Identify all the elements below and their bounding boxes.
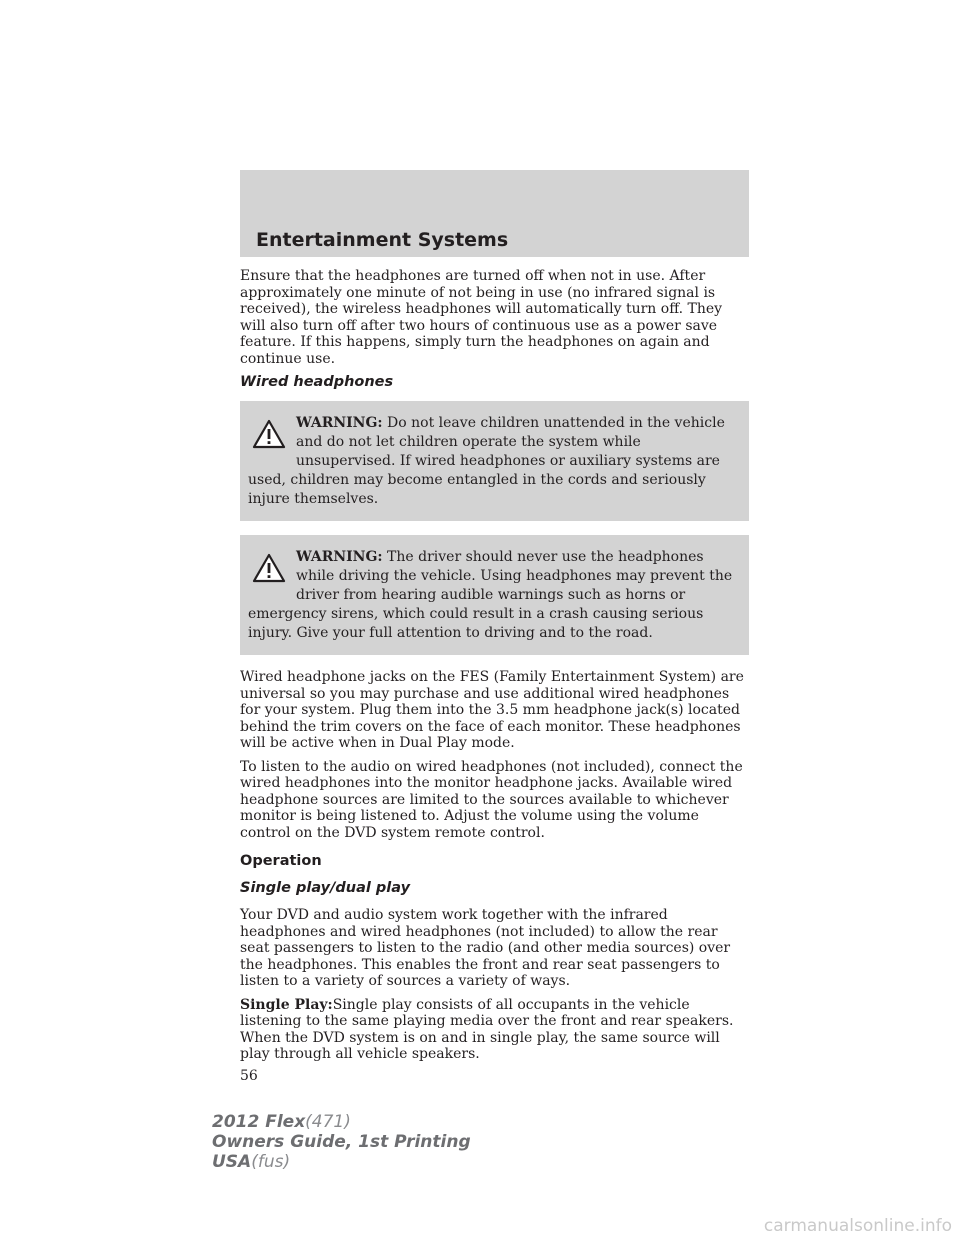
- page-content: [240, 268, 749, 1084]
- warning-label: WARNING:: [296, 415, 383, 431]
- single-dual-play-heading: Single play/dual play: [240, 880, 411, 896]
- footer-model: 2012 Flex: [212, 1112, 306, 1132]
- site-watermark: carmanualsonline.info: [763, 1216, 952, 1236]
- listen-wired-paragraph: To listen to the audio on wired headphones (not included), connect the wired headphones into the monitor headphone jacks. Available wired headphone sources are limited to the sources available to whichever monitor is being listened to. Adjust the volume using the volume control on the DVD system remote control.: [240, 758, 743, 841]
- section-title: Entertainment Systems: [256, 229, 509, 251]
- warning-box-driver: [240, 535, 749, 655]
- footer-region: USA: [212, 1152, 252, 1172]
- footer-region-code: (fus): [251, 1152, 291, 1172]
- warning-triangle-icon: [252, 553, 286, 583]
- headphone-jacks-paragraph: Wired headphone jacks on the FES (Family Entertainment System) are universal so you may purchase and use additional wired headphones for your system. Plug them into the 3.5 mm headphone jack(s) located behind the trim covers on the face of each monitor. These headphones will be active when in Dual Play mode.: [240, 669, 744, 751]
- footer-line-region: [212, 1152, 471, 1172]
- section-header-band: [240, 170, 749, 257]
- warning-label: WARNING:: [296, 549, 383, 565]
- intro-paragraph: Ensure that the headphones are turned off when not in use. After approximately one minute of not being in use (no infrared signal is received), the wireless headphones will automatically turn off. They will also turn off after two hours of continuous use as a power save feature. If this happens, simply turn the headphones on again and continue use.: [240, 268, 723, 367]
- system-paragraph: Your DVD and audio system work together with the infrared headphones and wired headphones (not included) to allow the rear seat passengers to listen to the radio (and other media sources) over the headphones. This enables the front and rear seat passengers to listen to a variety of sources a variety of ways.: [240, 907, 731, 989]
- footer-code: (471): [305, 1112, 351, 1132]
- warning-triangle-icon: [252, 419, 286, 449]
- single-play-label: Single Play:: [240, 996, 333, 1013]
- warning-text: The driver should never use the headphones while driving the vehicle. Using headphones may prevent the driver from hearing audible warnings such as horns or emergency sirens, which could result in a crash causing serious injury. Give your full attention to driving and to the road.: [248, 549, 733, 641]
- wired-headphones-heading: Wired headphones: [240, 374, 394, 390]
- single-play-paragraph: [240, 997, 749, 1063]
- operation-heading: Operation: [240, 853, 322, 869]
- footer-line-model: [212, 1112, 471, 1132]
- single-play-text: Single play consists of all occupants in the vehicle listening to the same playing media over the front and rear speakers. When the DVD system is on and in single play, the same source will play through all vehicle speakers.: [240, 996, 734, 1062]
- warning-text: Do not leave children unattended in the vehicle and do not let children operate the system while unsupervised. If wired headphones or auxiliary systems are used, children may become entangled in the cords and seriously injure themselves.: [248, 415, 725, 507]
- warning-box-children: [240, 401, 749, 521]
- page-number: 56: [240, 1067, 258, 1084]
- footer-guide: Owners Guide, 1st Printing: [212, 1132, 471, 1152]
- print-footer: [212, 1112, 471, 1172]
